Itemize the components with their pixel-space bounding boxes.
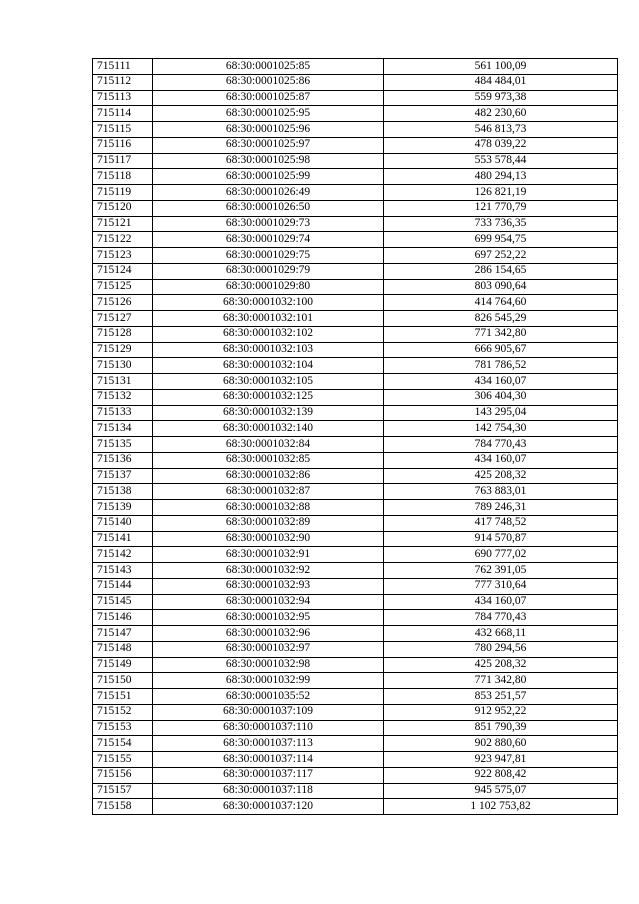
cadastral-value-cell: 762 391,05	[384, 563, 618, 579]
cadastral-value-cell: 784 770,43	[384, 610, 618, 626]
cadastral-number-cell: 68:30:0001032:88	[153, 500, 384, 516]
row-number-cell: 715155	[93, 752, 153, 768]
row-number-cell: 715117	[93, 153, 153, 169]
row-number-cell: 715136	[93, 452, 153, 468]
row-number-cell: 715153	[93, 720, 153, 736]
cadastral-value-cell: 417 748,52	[384, 515, 618, 531]
cadastral-value-cell: 763 883,01	[384, 484, 618, 500]
table-row	[93, 326, 618, 342]
cadastral-value-cell: 780 294,56	[384, 641, 618, 657]
table-row	[93, 736, 618, 752]
cadastral-number-cell: 68:30:0001037:109	[153, 704, 384, 720]
row-number-cell: 715127	[93, 311, 153, 327]
table-row	[93, 767, 618, 783]
row-number-cell: 715116	[93, 137, 153, 153]
table-row	[93, 232, 618, 248]
cadastral-value-cell: 851 790,39	[384, 720, 618, 736]
cadastral-value-cell: 803 090,64	[384, 279, 618, 295]
table-row	[93, 799, 618, 815]
table-row	[93, 216, 618, 232]
cadastral-value-cell: 853 251,57	[384, 689, 618, 705]
cadastral-value-cell: 922 808,42	[384, 767, 618, 783]
row-number-cell: 715130	[93, 358, 153, 374]
cadastral-value-cell: 902 880,60	[384, 736, 618, 752]
row-number-cell: 715113	[93, 90, 153, 106]
table-row	[93, 137, 618, 153]
cadastral-number-cell: 68:30:0001037:120	[153, 799, 384, 815]
cadastral-value-cell: 1 102 753,82	[384, 799, 618, 815]
table-row	[93, 626, 618, 642]
table-row	[93, 421, 618, 437]
cadastral-value-cell: 478 039,22	[384, 137, 618, 153]
cadastral-value-cell: 414 764,60	[384, 295, 618, 311]
cadastral-number-cell: 68:30:0001032:94	[153, 594, 384, 610]
table-row	[93, 594, 618, 610]
cadastral-number-cell: 68:30:0001037:110	[153, 720, 384, 736]
cadastral-number-cell: 68:30:0001029:74	[153, 232, 384, 248]
cadastral-value-cell: 546 813,73	[384, 122, 618, 138]
cadastral-number-cell: 68:30:0001032:87	[153, 484, 384, 500]
row-number-cell: 715131	[93, 374, 153, 390]
cadastral-value-cell: 784 770,43	[384, 437, 618, 453]
row-number-cell: 715124	[93, 263, 153, 279]
cadastral-number-cell: 68:30:0001025:98	[153, 153, 384, 169]
cadastral-value-cell: 826 545,29	[384, 311, 618, 327]
row-number-cell: 715145	[93, 594, 153, 610]
table-row	[93, 610, 618, 626]
table-row	[93, 153, 618, 169]
table-row	[93, 641, 618, 657]
row-number-cell: 715120	[93, 200, 153, 216]
table-row	[93, 689, 618, 705]
cadastral-value-cell: 781 786,52	[384, 358, 618, 374]
cadastral-value-cell: 126 821,19	[384, 185, 618, 201]
table-row	[93, 74, 618, 90]
table-row	[93, 90, 618, 106]
table-row	[93, 484, 618, 500]
cadastral-number-cell: 68:30:0001025:96	[153, 122, 384, 138]
row-number-cell: 715128	[93, 326, 153, 342]
cadastral-number-cell: 68:30:0001037:113	[153, 736, 384, 752]
cadastral-value-cell: 690 777,02	[384, 547, 618, 563]
row-number-cell: 715154	[93, 736, 153, 752]
cadastral-value-cell: 434 160,07	[384, 452, 618, 468]
table-row	[93, 122, 618, 138]
table-row	[93, 578, 618, 594]
table-row	[93, 531, 618, 547]
cadastral-number-cell: 68:30:0001032:100	[153, 295, 384, 311]
cadastral-number-cell: 68:30:0001026:49	[153, 185, 384, 201]
table-row	[93, 169, 618, 185]
row-number-cell: 715133	[93, 405, 153, 421]
cadastral-number-cell: 68:30:0001032:96	[153, 626, 384, 642]
row-number-cell: 715115	[93, 122, 153, 138]
cadastral-number-cell: 68:30:0001032:105	[153, 374, 384, 390]
row-number-cell: 715112	[93, 74, 153, 90]
cadastral-number-cell: 68:30:0001025:97	[153, 137, 384, 153]
cadastral-number-cell: 68:30:0001032:125	[153, 389, 384, 405]
cadastral-number-cell: 68:30:0001025:95	[153, 106, 384, 122]
cadastral-number-cell: 68:30:0001032:102	[153, 326, 384, 342]
row-number-cell: 715139	[93, 500, 153, 516]
row-number-cell: 715134	[93, 421, 153, 437]
table-row	[93, 311, 618, 327]
cadastral-number-cell: 68:30:0001025:85	[153, 59, 384, 75]
row-number-cell: 715142	[93, 547, 153, 563]
table-row	[93, 248, 618, 264]
table-row	[93, 405, 618, 421]
cadastral-number-cell: 68:30:0001029:79	[153, 263, 384, 279]
table-row	[93, 468, 618, 484]
cadastral-number-cell: 68:30:0001032:97	[153, 641, 384, 657]
cadastral-number-cell: 68:30:0001032:90	[153, 531, 384, 547]
row-number-cell: 715151	[93, 689, 153, 705]
table-row	[93, 437, 618, 453]
cadastral-number-cell: 68:30:0001032:139	[153, 405, 384, 421]
cadastral-number-cell: 68:30:0001025:87	[153, 90, 384, 106]
cadastral-number-cell: 68:30:0001032:92	[153, 563, 384, 579]
row-number-cell: 715147	[93, 626, 153, 642]
cadastral-value-cell: 425 208,32	[384, 657, 618, 673]
cadastral-number-cell: 68:30:0001025:99	[153, 169, 384, 185]
row-number-cell: 715111	[93, 59, 153, 75]
table-row	[93, 374, 618, 390]
cadastral-value-cell: 789 246,31	[384, 500, 618, 516]
cadastral-value-cell: 945 575,07	[384, 783, 618, 799]
cadastral-value-table	[92, 58, 618, 815]
table-row	[93, 295, 618, 311]
cadastral-value-cell: 480 294,13	[384, 169, 618, 185]
row-number-cell: 715158	[93, 799, 153, 815]
cadastral-number-cell: 68:30:0001032:89	[153, 515, 384, 531]
row-number-cell: 715132	[93, 389, 153, 405]
row-number-cell: 715150	[93, 673, 153, 689]
cadastral-value-cell: 306 404,30	[384, 389, 618, 405]
cadastral-value-cell: 561 100,09	[384, 59, 618, 75]
row-number-cell: 715141	[93, 531, 153, 547]
table-row	[93, 673, 618, 689]
table-row	[93, 515, 618, 531]
table-row	[93, 279, 618, 295]
cadastral-value-cell: 286 154,65	[384, 263, 618, 279]
cadastral-value-cell: 482 230,60	[384, 106, 618, 122]
table-row	[93, 500, 618, 516]
row-number-cell: 715148	[93, 641, 153, 657]
cadastral-number-cell: 68:30:0001037:117	[153, 767, 384, 783]
cadastral-number-cell: 68:30:0001032:84	[153, 437, 384, 453]
row-number-cell: 715129	[93, 342, 153, 358]
cadastral-number-cell: 68:30:0001032:93	[153, 578, 384, 594]
cadastral-value-cell: 771 342,80	[384, 326, 618, 342]
row-number-cell: 715138	[93, 484, 153, 500]
cadastral-number-cell: 68:30:0001032:86	[153, 468, 384, 484]
cadastral-value-cell: 432 668,11	[384, 626, 618, 642]
table-row	[93, 358, 618, 374]
cadastral-value-cell: 434 160,07	[384, 374, 618, 390]
row-number-cell: 715152	[93, 704, 153, 720]
row-number-cell: 715114	[93, 106, 153, 122]
cadastral-value-cell: 666 905,67	[384, 342, 618, 358]
cadastral-number-cell: 68:30:0001025:86	[153, 74, 384, 90]
cadastral-number-cell: 68:30:0001032:103	[153, 342, 384, 358]
cadastral-value-cell: 771 342,80	[384, 673, 618, 689]
table-row	[93, 704, 618, 720]
cadastral-value-cell: 553 578,44	[384, 153, 618, 169]
cadastral-number-cell: 68:30:0001032:104	[153, 358, 384, 374]
row-number-cell: 715146	[93, 610, 153, 626]
table-row	[93, 200, 618, 216]
table-row	[93, 657, 618, 673]
table-row	[93, 720, 618, 736]
table-row	[93, 59, 618, 75]
cadastral-number-cell: 68:30:0001032:140	[153, 421, 384, 437]
row-number-cell: 715119	[93, 185, 153, 201]
cadastral-value-cell: 912 952,22	[384, 704, 618, 720]
row-number-cell: 715122	[93, 232, 153, 248]
table-row	[93, 752, 618, 768]
cadastral-value-cell: 425 208,32	[384, 468, 618, 484]
table-row	[93, 783, 618, 799]
table-row	[93, 263, 618, 279]
cadastral-number-cell: 68:30:0001026:50	[153, 200, 384, 216]
cadastral-value-cell: 434 160,07	[384, 594, 618, 610]
cadastral-value-cell: 777 310,64	[384, 578, 618, 594]
row-number-cell: 715126	[93, 295, 153, 311]
cadastral-number-cell: 68:30:0001029:75	[153, 248, 384, 264]
row-number-cell: 715137	[93, 468, 153, 484]
table-row	[93, 563, 618, 579]
table-row	[93, 452, 618, 468]
row-number-cell: 715125	[93, 279, 153, 295]
cadastral-number-cell: 68:30:0001032:101	[153, 311, 384, 327]
cadastral-value-cell: 733 736,35	[384, 216, 618, 232]
row-number-cell: 715143	[93, 563, 153, 579]
cadastral-value-cell: 697 252,22	[384, 248, 618, 264]
cadastral-value-cell: 559 973,38	[384, 90, 618, 106]
cadastral-number-cell: 68:30:0001032:95	[153, 610, 384, 626]
row-number-cell: 715156	[93, 767, 153, 783]
cadastral-number-cell: 68:30:0001032:99	[153, 673, 384, 689]
table-row	[93, 106, 618, 122]
cadastral-number-cell: 68:30:0001032:85	[153, 452, 384, 468]
cadastral-number-cell: 68:30:0001037:114	[153, 752, 384, 768]
cadastral-value-cell: 143 295,04	[384, 405, 618, 421]
cadastral-value-cell: 121 770,79	[384, 200, 618, 216]
row-number-cell: 715149	[93, 657, 153, 673]
cadastral-number-cell: 68:30:0001029:80	[153, 279, 384, 295]
row-number-cell: 715140	[93, 515, 153, 531]
cadastral-value-cell: 914 570,87	[384, 531, 618, 547]
cadastral-number-cell: 68:30:0001035:52	[153, 689, 384, 705]
row-number-cell: 715144	[93, 578, 153, 594]
table-row	[93, 185, 618, 201]
row-number-cell: 715135	[93, 437, 153, 453]
row-number-cell: 715123	[93, 248, 153, 264]
table-row	[93, 547, 618, 563]
cadastral-number-cell: 68:30:0001029:73	[153, 216, 384, 232]
table-row	[93, 389, 618, 405]
cadastral-number-cell: 68:30:0001032:91	[153, 547, 384, 563]
cadastral-number-cell: 68:30:0001037:118	[153, 783, 384, 799]
cadastral-value-cell: 484 484,01	[384, 74, 618, 90]
table-row	[93, 342, 618, 358]
cadastral-value-cell: 923 947,81	[384, 752, 618, 768]
row-number-cell: 715121	[93, 216, 153, 232]
cadastral-value-cell: 699 954,75	[384, 232, 618, 248]
row-number-cell: 715157	[93, 783, 153, 799]
table-body	[93, 59, 618, 815]
cadastral-value-cell: 142 754,30	[384, 421, 618, 437]
row-number-cell: 715118	[93, 169, 153, 185]
cadastral-number-cell: 68:30:0001032:98	[153, 657, 384, 673]
